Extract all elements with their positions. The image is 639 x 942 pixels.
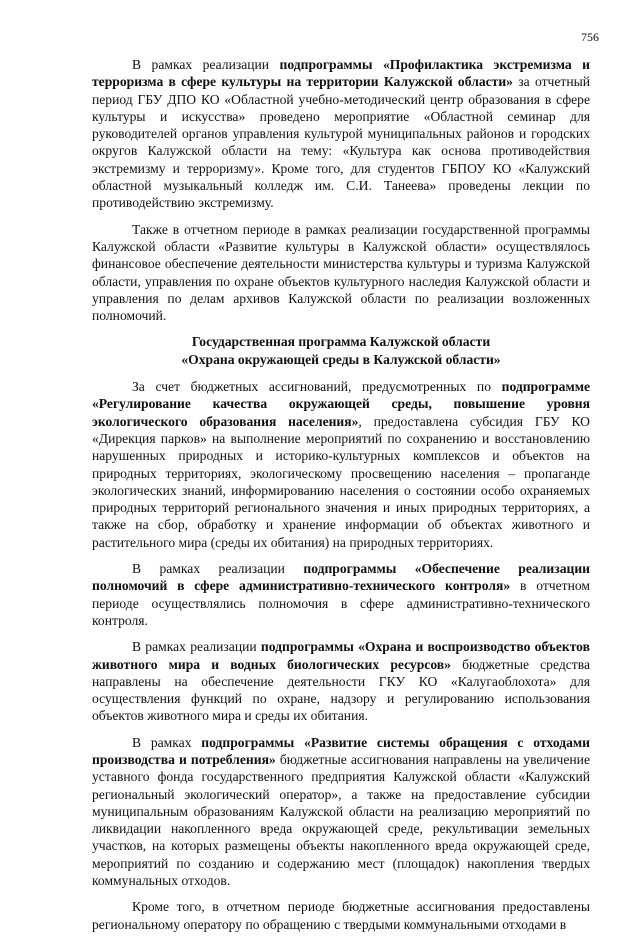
heading-line-2: «Охрана окружающей среды в Калужской области»	[181, 351, 501, 367]
document-body	[92, 56, 590, 942]
text-span: за отчетный период ГБУ ДПО КО «Областной учебно-методический центр образования в сфере культуры и искусства» проведено мероприятие «Областной семинар для руководителей органов управления культурой муниципальных районов и городских округов Калужской области на тему: «Культура как основа противодействия экстремизму и терроризму». Кроме того, для студентов ГБПОУ КО «Калужский областной музыкальный колледж им. С.И. Танеева» проведены лекции по противодействию экстремизму.	[92, 74, 590, 211]
page-number: 756	[581, 30, 599, 44]
text-span-bold: подпрограммы «Профилактика экстремизма и терроризма в сфере культуры на территории Калужской области»	[92, 57, 590, 90]
paragraph-1	[92, 221, 590, 325]
text-span-bold: подпрограммы «Обеспечение реализации полномочий в сфере административно-технического контроля»	[92, 561, 590, 594]
text-span-bold: подпрограммы «Охрана и воспроизводство объектов животного мира и водных биологических ресурсов»	[92, 639, 590, 672]
text-span: В рамках реализации	[132, 639, 261, 655]
paragraph-4	[92, 638, 590, 724]
text-span-bold: подпрограмме «Регулирование качества окружающей среды, повышение уровня экологического образования населения»	[92, 379, 590, 429]
heading-line-1: Государственная программа Калужской области	[191, 334, 491, 350]
text-span-bold: подпрограммы «Развитие системы обращения с отходами производства и потребления»	[92, 734, 590, 767]
paragraph-2	[92, 378, 590, 551]
section-heading	[92, 333, 590, 368]
text-span: За счет бюджетных ассигнований, предусмотренных по	[132, 379, 502, 395]
text-span: В рамках	[132, 734, 202, 750]
text-span: В рамках реализации	[132, 57, 280, 72]
paragraph-6	[92, 898, 590, 933]
text-span: Также в отчетном периоде в рамках реализации государственной программы Калужской области «Развитие культуры в Калужской области» осуществлялось финансовое обеспечение деятельности министерства культуры и туризма Калужской области, управления по охране объектов культурного наследия Калужской области и управления по делам архивов Калужской области по реализации возложенных полномочий.	[92, 221, 590, 324]
paragraph-3	[92, 560, 590, 629]
paragraph-5	[92, 734, 590, 890]
paragraph-0	[92, 56, 590, 212]
text-span: в отчетном периоде осуществлялись полномочия в сфере административно-технического контроля.	[92, 578, 591, 628]
text-span: , предоставлена субсидия ГБУ КО «Дирекция парков» на выполнение мероприятий по сохранению и восстановлению нарушенных природных и историко-культурных комплексов и объектов на природных территориях, экологическому просвещению населения – пропаганде экологических знаний, информированию населения о состоянии особо охраняемых природных территорий регионального значения и иных природных территориях, а также на сбор, обработку и хранение информации об объектах животного и растительного мира (среды их обитания) на природных территориях.	[92, 413, 590, 550]
text-span: бюджетные средства направлены на обеспечение деятельности ГКУ КО «Калугаоблохота» для осуществления функций по охране, надзору и регулированию использования объектов животного мира и среды их обитания.	[92, 656, 590, 724]
text-span: Кроме того, в отчетном периоде бюджетные ассигнования предоставлены региональному оператору по обращению с твердыми коммунальными отходами в	[92, 899, 590, 932]
text-span: бюджетные ассигнования направлены на увеличение уставного фонда государственного предприятия Калужской области «Калужский региональный экологический оператор», а также на предоставление субсидии муниципальным образованиям Калужской области на реализацию мероприятий по ликвидации накопленного вреда окружающей среде, рекультивации земельных участков, на которых размещены объекты накопленного вреда окружающей среде, мероприятий по созданию и содержанию мест (площадок) накопления твердых коммунальных отходов.	[92, 751, 590, 889]
text-span: В рамках реализации	[132, 561, 304, 577]
